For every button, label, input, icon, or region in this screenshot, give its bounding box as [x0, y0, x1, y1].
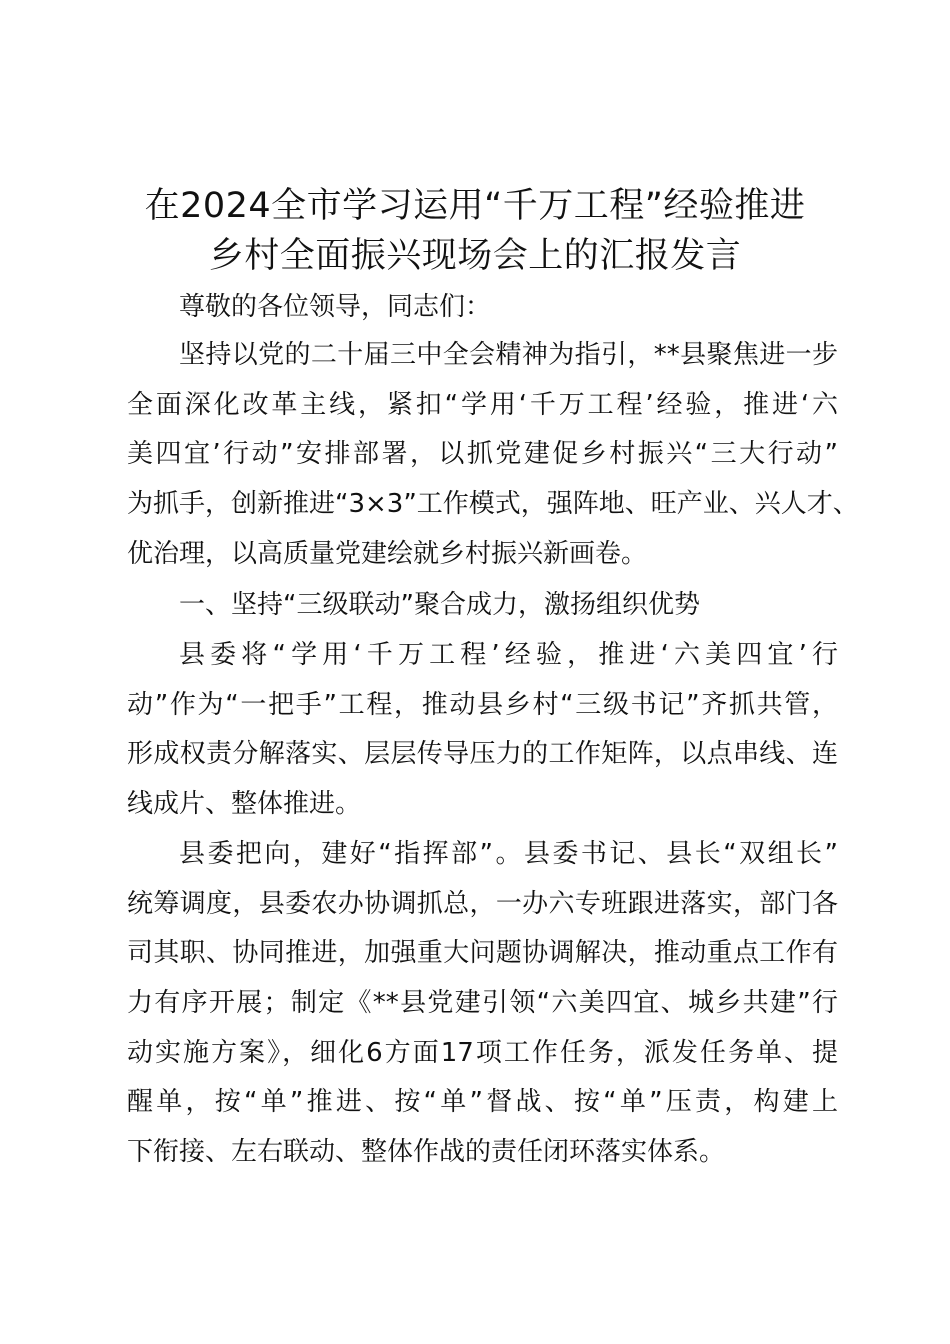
section-heading-1: 一、坚持“三级联动”聚合成力，激扬组织优势 — [179, 590, 700, 620]
paragraph-1-line: 坚持以党的二十届三中全会精神为指引，**县聚焦进一步 — [179, 340, 838, 370]
paragraph-2-line: 动”作为“一把手”工程，推动县乡村“三级书记”齐抓共管， — [127, 689, 838, 720]
document-title-line-2: 乡村全面振兴现场会上的汇报发言 — [208, 236, 742, 276]
paragraph-2-line: 县委将“学用‘千万工程’经验，推进‘六美四宜’行 — [179, 640, 838, 670]
paragraph-1-line: 为抓手，创新推进“3×3”工作模式，强阵地、旺产业、兴人才、 — [127, 489, 859, 520]
paragraph-1 — [127, 331, 859, 579]
paragraph-3-line: 力有序开展；制定《**县党建引领“六美四宜、城乡共建”行 — [127, 988, 838, 1019]
paragraph-3-line: 县委把向，建好“指挥部”。县委书记、县长“双组长” — [179, 839, 838, 869]
paragraph-2-line: 线成片、整体推进。 — [127, 789, 362, 820]
document-title-line-1: 在2024全市学习运用“千万工程”经验推进 — [144, 186, 806, 226]
paragraph-3-line: 动实施方案》，细化6方面17项工作任务，派发任务单、提 — [127, 1037, 838, 1068]
paragraph-1-line: 优治理，以高质量党建绘就乡村振兴新画卷。 — [127, 538, 648, 569]
paragraph-3-line: 下衔接、左右联动、整体作战的责任闭环落实体系。 — [127, 1137, 726, 1168]
paragraph-2-line: 形成权责分解落实、层层传导压力的工作矩阵，以点串线、连 — [127, 739, 838, 770]
paragraph-3-line: 统筹调度，县委农办协调抓总，一办六专班跟进落实，部门各 — [127, 888, 838, 919]
paragraph-3-line: 醒单，按“单”推进、按“单”督战、按“单”压责，构建上 — [127, 1087, 838, 1118]
salutation: 尊敬的各位领导，同志们： — [179, 292, 492, 322]
paragraph-2 — [127, 631, 838, 830]
paragraph-1-line: 美四宜’行动”安排部署，以抓党建促乡村振兴“三大行动” — [127, 439, 838, 470]
paragraph-1-line: 全面深化改革主线，紧扣“学用‘千万工程’经验，推进‘六 — [127, 389, 838, 420]
paragraph-3-line: 司其职、协同推进，加强重大问题协调解决，推动重点工作有 — [127, 938, 838, 969]
paragraph-3 — [127, 830, 838, 1178]
